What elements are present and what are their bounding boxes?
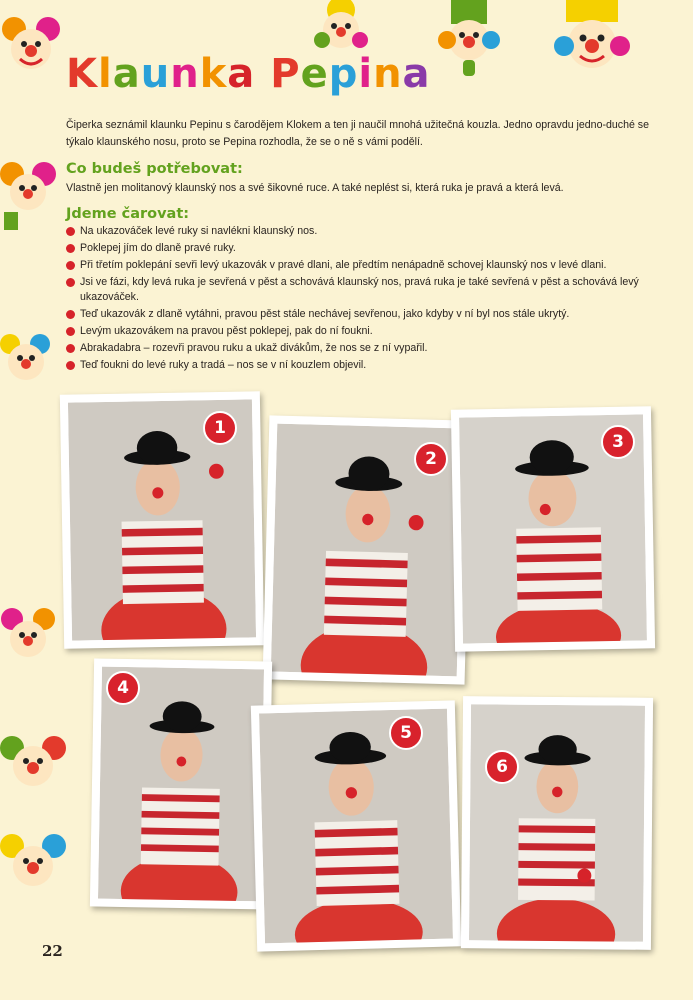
title-letter: a xyxy=(227,51,256,97)
steps-list xyxy=(66,224,666,375)
step-number-badge: 3 xyxy=(601,425,635,459)
bullet-icon xyxy=(66,244,75,253)
list-item: Teď ukazovák z dlaně vytáhni, pravou pěst stále nechávej sevřenou, jako kdyby v ní byl nos stále ukrytý. xyxy=(66,307,666,322)
title-letter: e xyxy=(300,51,329,97)
bullet-icon xyxy=(66,361,75,370)
clown-decoration-icon xyxy=(552,0,632,80)
title-letter: p xyxy=(328,51,359,97)
step-number-badge: 2 xyxy=(414,442,448,476)
needs-text: Vlastně jen molitanový klaunský nos a své šikovné ruce. A také neplést si, která ruka je pravá a která levá. xyxy=(66,182,564,194)
clown-decoration-icon xyxy=(0,605,56,669)
page-number: 22 xyxy=(42,942,63,960)
list-item: Levým ukazovákem na pravou pěst poklepej, pak do ní foukni. xyxy=(66,324,666,339)
list-item: Abrakadabra – rozevři pravou ruku a ukaž divákům, že nos se z ní vypařil. xyxy=(66,341,666,356)
step-number-badge: 1 xyxy=(203,411,237,445)
clown-decoration-icon xyxy=(0,160,56,232)
step-photo-6 xyxy=(461,696,653,950)
bullet-icon xyxy=(66,327,75,336)
bullet-icon xyxy=(66,278,75,287)
title-letter: l xyxy=(98,51,113,97)
list-item: Jsi ve fázi, kdy levá ruka je sevřená v pěst a schovává klaunský nos, pravá ruka je také sevřená v pěst a schovává levý ukazováček. xyxy=(66,275,666,305)
clown-decoration-icon xyxy=(0,830,66,896)
step-photo-5 xyxy=(251,700,461,951)
title-letter: u xyxy=(140,51,171,97)
step-number-badge: 4 xyxy=(106,671,140,705)
clown-decoration-icon xyxy=(0,15,62,77)
list-item: Na ukazováček levé ruky si navlékni klaunský nos. xyxy=(66,224,666,239)
step-number-badge: 5 xyxy=(389,716,423,750)
title-letter: K xyxy=(66,51,98,97)
title-letter: k xyxy=(199,51,228,97)
title-letter: n xyxy=(373,51,403,97)
bullet-icon xyxy=(66,310,75,319)
list-item: Při třetím poklepání sevři levý ukazovák v pravé dlani, ale předtím nenápadně schovej klaunský nos v levé dlani. xyxy=(66,258,666,273)
title-letter xyxy=(255,54,270,94)
title-letter: a xyxy=(112,51,141,97)
step-number-badge: 6 xyxy=(485,750,519,784)
clown-decoration-icon xyxy=(0,730,66,796)
list-item: Poklepej jím do dlaně pravé ruky. xyxy=(66,241,666,256)
title-letter: n xyxy=(170,51,200,97)
bullet-icon xyxy=(66,344,75,353)
title-letter: i xyxy=(358,51,374,97)
intro-paragraph: Čiperka seznámil klaunku Pepinu s čarodějem Klokem a ten ji naučil mnohá užitečná kouzla. Jedno opravdu jedno-duché se týkalo klaunského nosu, proto se Pepina rozhodla, že se o ně s vámi podělí. xyxy=(66,119,649,148)
needs-heading: Co budeš potřebovat: xyxy=(66,161,243,177)
page-title xyxy=(66,51,431,97)
list-item: Teď foukni do levé ruky a tradá – nos se v ní kouzlem objevil. xyxy=(66,358,666,373)
bullet-icon xyxy=(66,261,75,270)
steps-heading: Jdeme čarovat: xyxy=(66,206,190,222)
clown-photo-image xyxy=(259,709,453,944)
clown-photo-image xyxy=(469,704,645,942)
clown-decoration-icon xyxy=(0,330,52,392)
title-letter: P xyxy=(270,51,301,97)
clown-decoration-icon xyxy=(437,0,501,80)
bullet-icon xyxy=(66,227,75,236)
title-letter: a xyxy=(402,51,431,97)
